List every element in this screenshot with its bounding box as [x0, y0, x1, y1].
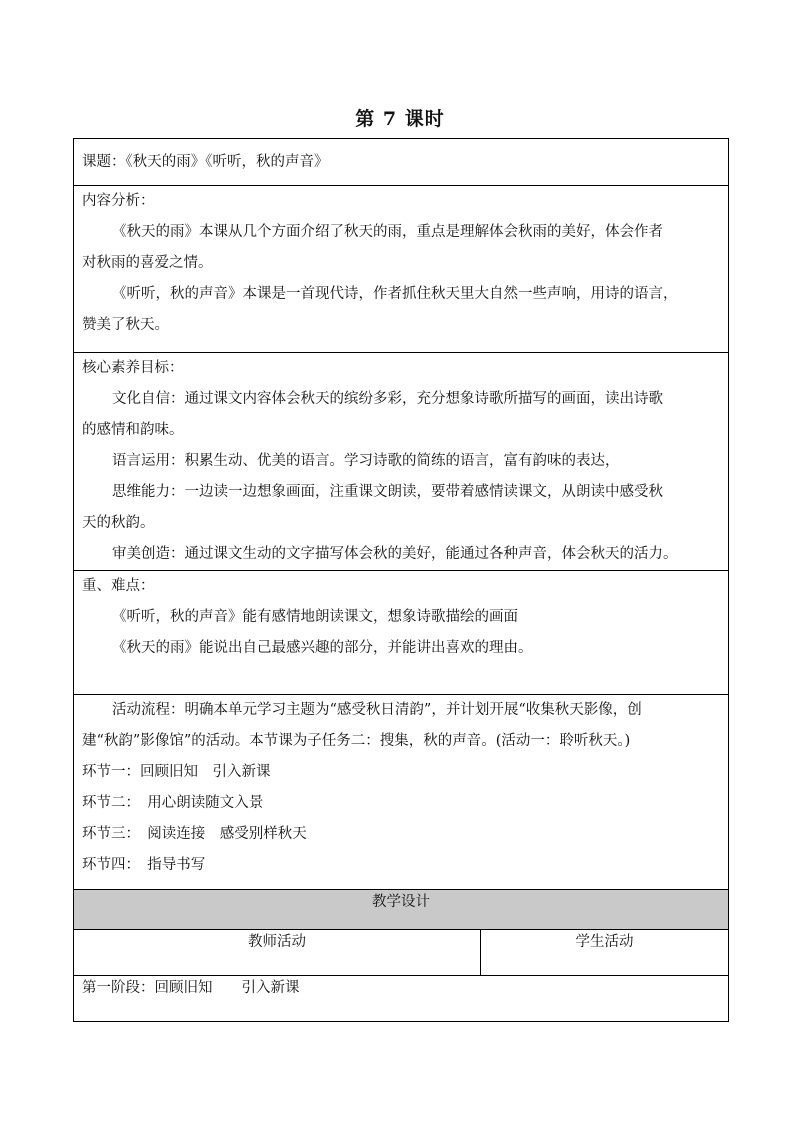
content-analysis-p1-line2: 对秋雨的喜爱之情。 [82, 255, 213, 271]
content-analysis-p2-line2: 赞美了秋天。 [82, 317, 169, 333]
goal-culture-line2: 的感情和韵味。 [82, 422, 184, 438]
key-points-row [74, 571, 729, 695]
key-point-2: 《秋天的雨》能说出自己最感兴趣的部分，并能讲出喜欢的理由。 [112, 640, 533, 656]
core-goals-row [74, 353, 729, 571]
key-points-label: 重、难点： [82, 578, 155, 594]
activity-flow-row [74, 695, 729, 890]
topic-row [74, 139, 729, 186]
activity-step-1: 环节一：回顾旧知 引入新课 [82, 764, 271, 780]
goal-thinking-line2: 天的秋韵。 [82, 515, 155, 531]
stage-1-title: 第一阶段：回顾旧知 引入新课 [74, 976, 729, 1022]
goal-thinking-line1: 思维能力：一边读一边想象画面，注重课文朗读，要带着感情读课文，从朗读中感受秋 [112, 484, 663, 500]
goal-culture-line1: 文化自信：通过课文内容体会秋天的缤纷多彩，充分想象诗歌所描写的画面，读出诗歌 [112, 391, 663, 407]
key-point-1: 《听听，秋的声音》能有感情地朗读课文，想象诗歌描绘的画面 [112, 609, 518, 625]
student-activity-header: 学生活动 [481, 930, 729, 976]
core-goals-label: 核心素养目标： [82, 360, 184, 376]
page-title: 第 7 课时 [355, 108, 445, 130]
activity-step-3: 环节三： 阅读连接 感受别样秋天 [82, 826, 307, 842]
activity-step-2: 环节二： 用心朗读随文入景 [82, 795, 264, 811]
column-headers-row [74, 930, 729, 976]
lesson-plan-table [73, 138, 729, 1022]
activity-step-4: 环节四： 指导书写 [82, 857, 206, 873]
content-analysis-p1-line1: 《秋天的雨》本课从几个方面介绍了秋天的雨，重点是理解体会秋雨的美好，体会作者 [112, 224, 663, 240]
goal-aesthetic: 审美创造：通过课文生动的文字描写体会秋的美好，能通过各种声音，体会秋天的活力。 [112, 546, 678, 562]
content-analysis-p2-line1: 《听听，秋的声音》本课是一首现代诗，作者抓住秋天里大自然一些声响，用诗的语言， [112, 286, 678, 302]
content-analysis-row [74, 186, 729, 353]
activity-line1: 活动流程：明确本单元学习主题为“感受秋日清韵”，并计划开展“收集秋天影像，创 [112, 702, 642, 718]
goal-language: 语言运用：积累生动、优美的语言。学习诗歌的简练的语言，富有韵味的表达， [112, 453, 620, 469]
topic-text: 课题：《秋天的雨》《听听，秋的声音》 [82, 154, 329, 170]
content-analysis-label: 内容分析： [82, 193, 155, 209]
stage-row [74, 976, 729, 1022]
teacher-activity-header: 教师活动 [74, 930, 481, 976]
activity-line2: 建“秋韵”影像馆”的活动。本节课为子任务二：搜集，秋的声音。(活动一：聆听秋天。) [82, 733, 631, 749]
design-header-row [74, 890, 729, 930]
design-header: 教学设计 [74, 890, 729, 930]
